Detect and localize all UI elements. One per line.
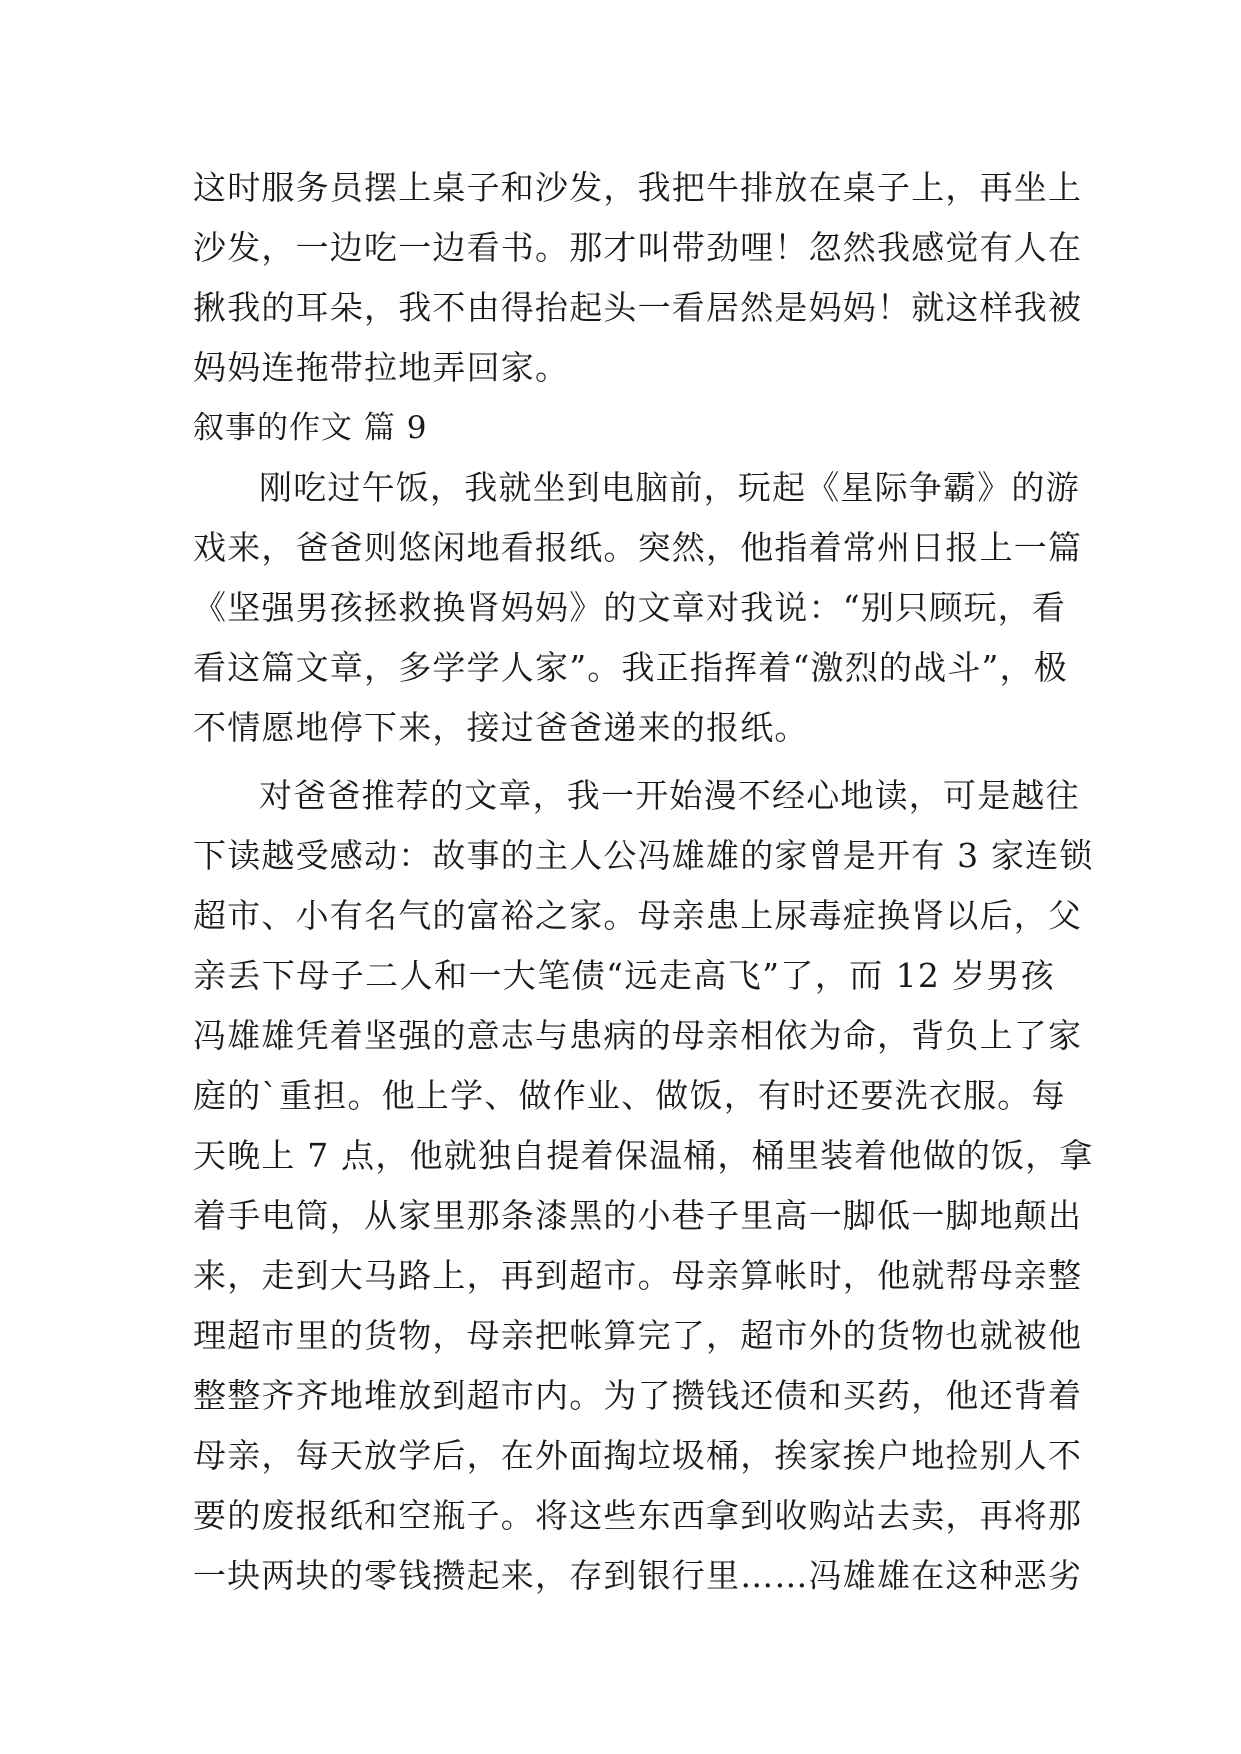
text-line: 超市、小有名气的富裕之家。母亲患上尿毒症换肾以后，父	[193, 896, 1083, 935]
text-line: 冯雄雄凭着坚强的意志与患病的母亲相依为命，背负上了家	[193, 1016, 1083, 1055]
text-line: 看这篇文章，多学学人家”。我正指挥着“激烈的战斗”，极	[193, 648, 1069, 687]
text-line: 下读越受感动：故事的主人公冯雄雄的家曾是开有 3 家连锁	[193, 836, 1094, 875]
text-line: 不情愿地停下来，接过爸爸递来的报纸。	[193, 708, 809, 747]
text-line: 庭的`重担。他上学、做作业、做饭，有时还要洗衣服。每	[193, 1076, 1066, 1115]
text-line: 沙发，一边吃一边看书。那才叫带劲哩！忽然我感觉有人在	[193, 228, 1083, 267]
section-heading: 叙事的作文 篇 9	[193, 410, 428, 446]
text-line: 亲丢下母子二人和一大笔债“远走高飞”了，而 12 岁男孩	[193, 956, 1055, 995]
paragraph-1	[193, 458, 1083, 758]
text-line: 《坚强男孩拯救换肾妈妈》的文章对我说：“别只顾玩，看	[193, 588, 1067, 627]
text-line: 天晚上 7 点，他就独自提着保温桶，桶里装着他做的饭，拿	[193, 1136, 1094, 1175]
text-line: 来，走到大马路上，再到超市。母亲算帐时，他就帮母亲整	[193, 1256, 1083, 1295]
document-page	[193, 158, 1094, 1606]
paragraph-2	[193, 766, 1094, 1606]
text-line: 对爸爸推荐的文章，我一开始漫不经心地读，可是越往	[259, 776, 1080, 815]
text-line: 理超市里的货物，母亲把帐算完了，超市外的货物也就被他	[193, 1316, 1083, 1355]
paragraph-spacer	[193, 758, 1055, 766]
text-line: 妈妈连拖带拉地弄回家。	[193, 348, 570, 387]
text-line: 要的废报纸和空瓶子。将这些东西拿到收购站去卖，再将那	[193, 1496, 1083, 1535]
text-line: 这时服务员摆上桌子和沙发，我把牛排放在桌子上，再坐上	[193, 168, 1083, 207]
text-line: 刚吃过午饭，我就坐到电脑前，玩起《星际争霸》的游	[259, 468, 1080, 507]
text-line: 揪我的耳朵，我不由得抬起头一看居然是妈妈！就这样我被	[193, 288, 1083, 327]
intro-paragraph	[193, 158, 1083, 398]
text-line: 戏来，爸爸则悠闲地看报纸。突然，他指着常州日报上一篇	[193, 528, 1083, 567]
text-line: 母亲，每天放学后，在外面掏垃圾桶，挨家挨户地捡别人不	[193, 1436, 1083, 1475]
text-line: 着手电筒，从家里那条漆黑的小巷子里高一脚低一脚地颠出	[193, 1196, 1083, 1235]
text-line: 整整齐齐地堆放到超市内。为了攒钱还债和买药，他还背着	[193, 1376, 1083, 1415]
text-line: 一块两块的零钱攒起来，存到银行里……冯雄雄在这种恶劣	[193, 1556, 1083, 1595]
